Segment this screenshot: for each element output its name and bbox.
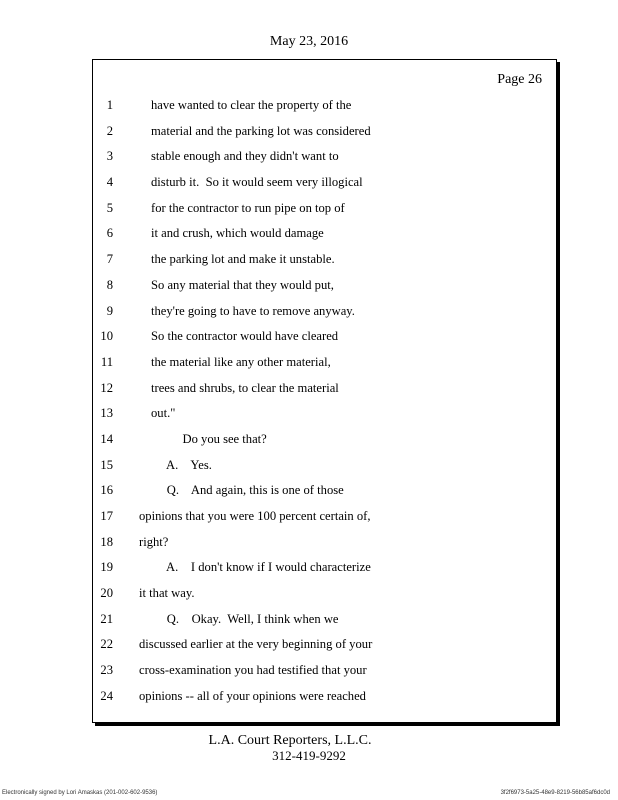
transcript-line — [93, 95, 556, 121]
footer-phone: 312-419-9292 — [272, 748, 346, 763]
line-text: Q. Okay. Well, I think when we — [151, 611, 339, 626]
transcript-line — [93, 686, 556, 712]
transcript-line — [93, 455, 556, 481]
transcript-line — [93, 301, 556, 327]
line-number: 3 — [106, 149, 113, 164]
transcript-line — [93, 121, 556, 147]
line-text: the parking lot and make it unstable. — [151, 252, 335, 267]
transcript-line — [93, 609, 556, 635]
line-number: 10 — [100, 329, 113, 344]
line-text: disturb it. So it would seem very illogical — [151, 175, 363, 190]
transcript-line — [93, 378, 556, 404]
line-text: the material like any other material, — [151, 354, 331, 369]
line-number: 5 — [106, 200, 113, 215]
line-number: 9 — [106, 303, 113, 318]
footer-company: L.A. Court Reporters, L.L.C. — [208, 733, 372, 748]
line-text: A. I don't know if I would characterize — [151, 560, 371, 575]
transcript-line — [93, 223, 556, 249]
transcript-line — [93, 583, 556, 609]
line-text: stable enough and they didn't want to — [151, 149, 339, 164]
transcript-line — [93, 429, 556, 455]
transcript-lines — [93, 95, 556, 712]
electronic-signature: Electronically signed by Lori Amaskas (201-002-602-9536) — [2, 790, 158, 796]
line-text: cross-examination you had testified that your — [139, 663, 367, 678]
line-text: A. Yes. — [151, 457, 212, 472]
line-text: opinions that you were 100 percent certain of, — [139, 509, 371, 523]
line-number: 7 — [106, 252, 113, 267]
line-text: opinions -- all of your opinions were reached — [139, 688, 366, 703]
line-number: 2 — [106, 123, 113, 138]
line-number: 22 — [100, 637, 113, 652]
line-text: discussed earlier at the very beginning of your — [139, 637, 373, 652]
document-id: 3f2f6973-5a25-48e9-8219-56b85af6dc0d — [500, 790, 610, 796]
line-number: 24 — [100, 688, 113, 703]
line-text: out." — [151, 406, 176, 421]
transcript-line — [93, 557, 556, 583]
line-number: 15 — [100, 457, 113, 472]
line-text: for the contractor to run pipe on top of — [151, 200, 345, 215]
line-number: 6 — [106, 226, 113, 241]
line-number: 4 — [106, 175, 113, 190]
header-date: May 23, 2016 — [269, 34, 349, 49]
line-number: 14 — [100, 431, 113, 446]
transcript-line — [93, 532, 556, 558]
transcript-line — [93, 660, 556, 686]
line-number: 20 — [100, 586, 113, 601]
line-text: So any material that they would put, — [151, 277, 334, 292]
line-text: have wanted to clear the property of the — [151, 98, 352, 112]
line-text: it that way. — [139, 586, 195, 601]
transcript-line — [93, 352, 556, 378]
line-text: it and crush, which would damage — [151, 226, 324, 241]
transcript-page-frame — [92, 59, 557, 723]
line-text: they're going to have to remove anyway. — [151, 303, 355, 318]
line-number: 16 — [100, 483, 113, 498]
transcript-line — [93, 506, 556, 532]
line-text: So the contractor would have cleared — [151, 329, 339, 344]
transcript-line — [93, 275, 556, 301]
transcript-line — [93, 634, 556, 660]
transcript-line — [93, 326, 556, 352]
transcript-line — [93, 403, 556, 429]
line-number: 21 — [100, 611, 113, 626]
transcript-line — [93, 146, 556, 172]
line-number: 8 — [106, 277, 113, 292]
line-number: 13 — [100, 406, 113, 421]
line-number: 18 — [100, 534, 113, 549]
transcript-line — [93, 249, 556, 275]
line-text: material and the parking lot was considered — [151, 123, 371, 138]
line-text: trees and shrubs, to clear the material — [151, 380, 339, 395]
line-number: 12 — [100, 380, 113, 395]
transcript-line — [93, 480, 556, 506]
line-text: Do you see that? — [151, 431, 267, 446]
line-number: 19 — [100, 560, 113, 575]
line-text: right? — [139, 534, 169, 549]
transcript-line — [93, 172, 556, 198]
line-text: Q. And again, this is one of those — [151, 483, 344, 498]
line-number: 11 — [100, 354, 113, 369]
transcript-line — [93, 198, 556, 224]
page-number: Page 26 — [497, 72, 542, 87]
line-number: 17 — [100, 509, 113, 523]
line-number: 23 — [100, 663, 113, 678]
line-number: 1 — [106, 98, 113, 112]
